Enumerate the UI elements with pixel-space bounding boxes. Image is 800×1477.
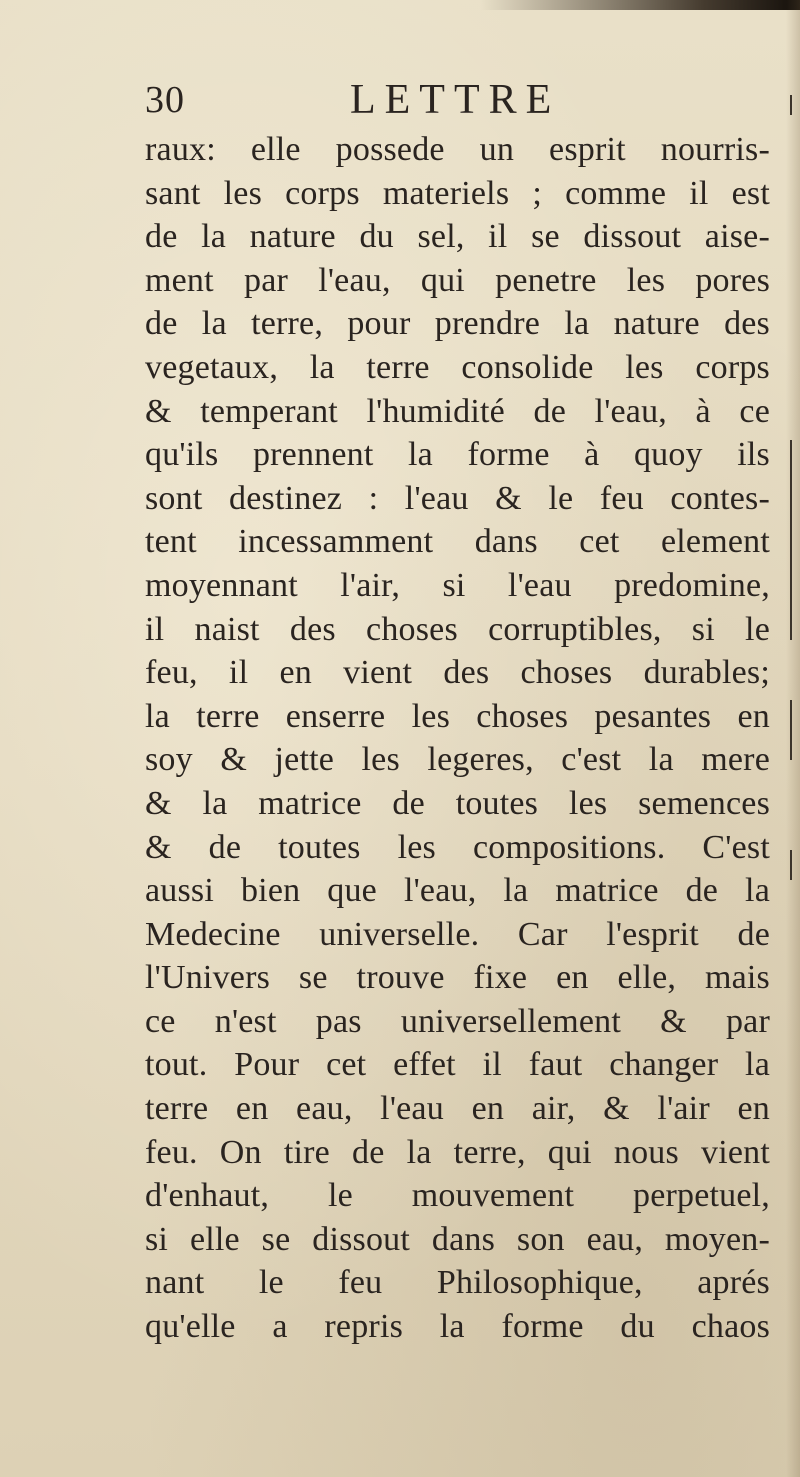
- text-line: ment par l'eau, qui penetre les pores: [145, 261, 770, 299]
- text-line: tout. Pour cet effet il faut changer la: [145, 1046, 770, 1084]
- text-line: feu. On tire de la terre, qui nous vient: [145, 1133, 770, 1171]
- text-line: Medecine universelle. Car l'esprit de: [145, 915, 770, 953]
- text-line: & la matrice de toutes les semences: [145, 784, 770, 822]
- text-line: qu'elle a repris la forme du chaos: [145, 1308, 770, 1346]
- page-header: [140, 76, 660, 126]
- text-line: terre en eau, l'eau en air, & l'air en: [145, 1090, 770, 1128]
- margin-rule: [790, 95, 792, 115]
- text-line: sont destinez : l'eau & le feu contes-: [145, 479, 770, 517]
- text-line: tent incessamment dans cet element: [145, 523, 770, 561]
- text-line: l'Univers se trouve fixe en elle, mais: [145, 959, 770, 997]
- text-line: il naist des choses corruptibles, si le: [145, 610, 770, 648]
- text-line: si elle se dissout dans son eau, moyen-: [145, 1220, 770, 1258]
- text-line: d'enhaut, le mouvement perpetuel,: [145, 1177, 770, 1215]
- text-line: soy & jette les legeres, c'est la mere: [145, 741, 770, 779]
- page-number: 30: [145, 79, 185, 121]
- text-line: nant le feu Philosophique, aprés: [145, 1264, 770, 1302]
- page-top-edge: [0, 0, 800, 10]
- text-line: la terre enserre les choses pesantes en: [145, 697, 770, 735]
- body-text: [145, 128, 770, 1349]
- text-line: feu, il en vient des choses durables;: [145, 654, 770, 692]
- text-line: de la terre, pour prendre la nature des: [145, 305, 770, 343]
- text-line: sant les corps materiels ; comme il est: [145, 174, 770, 212]
- text-line: & temperant l'humidité de l'eau, à ce: [145, 392, 770, 430]
- text-line: vegetaux, la terre consolide les corps: [145, 348, 770, 386]
- page-right-edge: [786, 0, 800, 1477]
- margin-rule: [790, 850, 792, 880]
- margin-rule: [790, 700, 792, 760]
- text-line: aussi bien que l'eau, la matrice de la: [145, 872, 770, 910]
- margin-rule: [790, 440, 792, 640]
- text-line: moyennant l'air, si l'eau predomine,: [145, 566, 770, 604]
- text-line: & de toutes les compositions. C'est: [145, 828, 770, 866]
- running-title: LETTRE: [350, 77, 561, 123]
- text-line: ce n'est pas universellement & par: [145, 1002, 770, 1040]
- text-line: de la nature du sel, il se dissout aise-: [145, 218, 770, 256]
- text-line: raux: elle possede un esprit nourris-: [145, 131, 770, 168]
- text-line: qu'ils prennent la forme à quoy ils: [145, 436, 770, 474]
